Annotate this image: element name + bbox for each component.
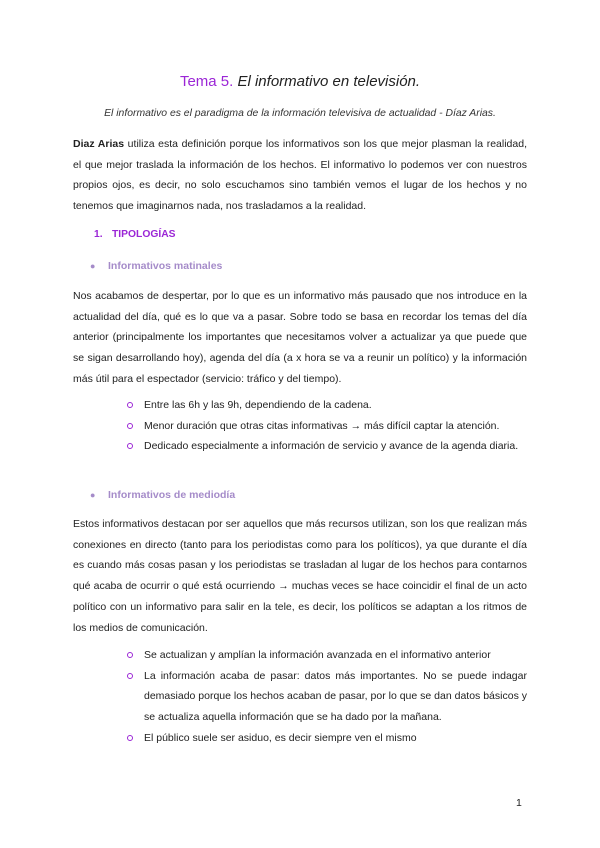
- intro-author: Diaz Arias: [73, 138, 125, 150]
- list-item: Dedicado especialmente a información de servicio y avance de la agenda diaria.: [124, 436, 527, 457]
- subheading-mediodia: [90, 488, 235, 502]
- subheading-matinales-label: Informativos matinales: [108, 260, 223, 272]
- subheading-matinales: [90, 259, 222, 273]
- circle-bullet-icon: [127, 673, 133, 679]
- mediodia-list: [124, 645, 527, 749]
- list-item: Menor duración que otras citas informativas → más difícil captar la atención.: [124, 416, 527, 437]
- title-tema: Tema 5.: [179, 73, 234, 90]
- bullet-icon: ●: [90, 261, 96, 271]
- page-title: [0, 72, 600, 92]
- list-item: Se actualizan y amplían la información avanzada en el informativo anterior: [124, 645, 527, 666]
- matinales-paragraph: Nos acabamos de despertar, por lo que es un informativo más pausado que nos introduce en la actualidad del día, qué es lo que va a pasar. Sobre todo se basa en recordar los temas del día anterior (principalmente los importantes que necesitamos volver a actualizar ya que puede que se sigan desarrollando hoy), agenda del día (a x hora se va a reunir un político) y la información más útil para el espectador (servicio: tráfico y del tiempo).: [73, 290, 527, 385]
- intro-text: utiliza esta definición porque los informativos son los que mejor plasman la realidad, el que mejor traslada la información de los hechos. El informativo lo podemos ver con nuestros propios ojos, es decir, no solo escuchamos sino también vemos el lugar de los hechos y no tenemos que imaginarnos nada, nos trasladamos a la realidad.: [73, 138, 527, 213]
- list-item: La información acaba de pasar: datos más importantes. No se puede indagar demasiado porque los hechos acaban de pasar, por lo que se dan datos básicos y se actualiza aquella información que se ha dado por la mañana.: [124, 666, 527, 728]
- list-item: El público suele ser asiduo, es decir siempre ven el mismo: [124, 728, 527, 749]
- intro-paragraph: [73, 134, 527, 217]
- title-text: El informativo en televisión.: [237, 73, 421, 90]
- mediodia-paragraph: Estos informativos destacan por ser aquellos que más recursos utilizan, son los que realizan más conexiones en directo (tanto para los periodistas como para los políticos), ya que durante el día es cuando más cosas pasan y los periodistas se trasladan al lugar de los hechos para contarnos qué acaba de ocurrir o qué está ocurriendo → muchas veces se hace coincidir el final de un acto político con un informativo para salir en la tele, es decir, los políticos se adaptan a los ritmos de los medios de comunicación.: [73, 518, 527, 634]
- section-number: 1.: [94, 229, 103, 240]
- section-heading-tipologias: [94, 228, 176, 242]
- section-label: TIPOLOGÍAS: [112, 229, 176, 240]
- bullet-icon: ●: [90, 490, 96, 500]
- circle-bullet-icon: [127, 652, 133, 658]
- subheading-mediodia-label: Informativos de mediodía: [108, 489, 236, 501]
- page-number: 1: [516, 797, 522, 809]
- matinales-list: [124, 395, 527, 457]
- circle-bullet-icon: [127, 443, 133, 449]
- circle-bullet-icon: [127, 735, 133, 741]
- list-item: Entre las 6h y las 9h, dependiendo de la cadena.: [124, 395, 527, 416]
- circle-bullet-icon: [127, 423, 133, 429]
- circle-bullet-icon: [127, 402, 133, 408]
- epigraph-quote: El informativo es el paradigma de la información televisiva de actualidad - Díaz Arias.: [104, 108, 496, 119]
